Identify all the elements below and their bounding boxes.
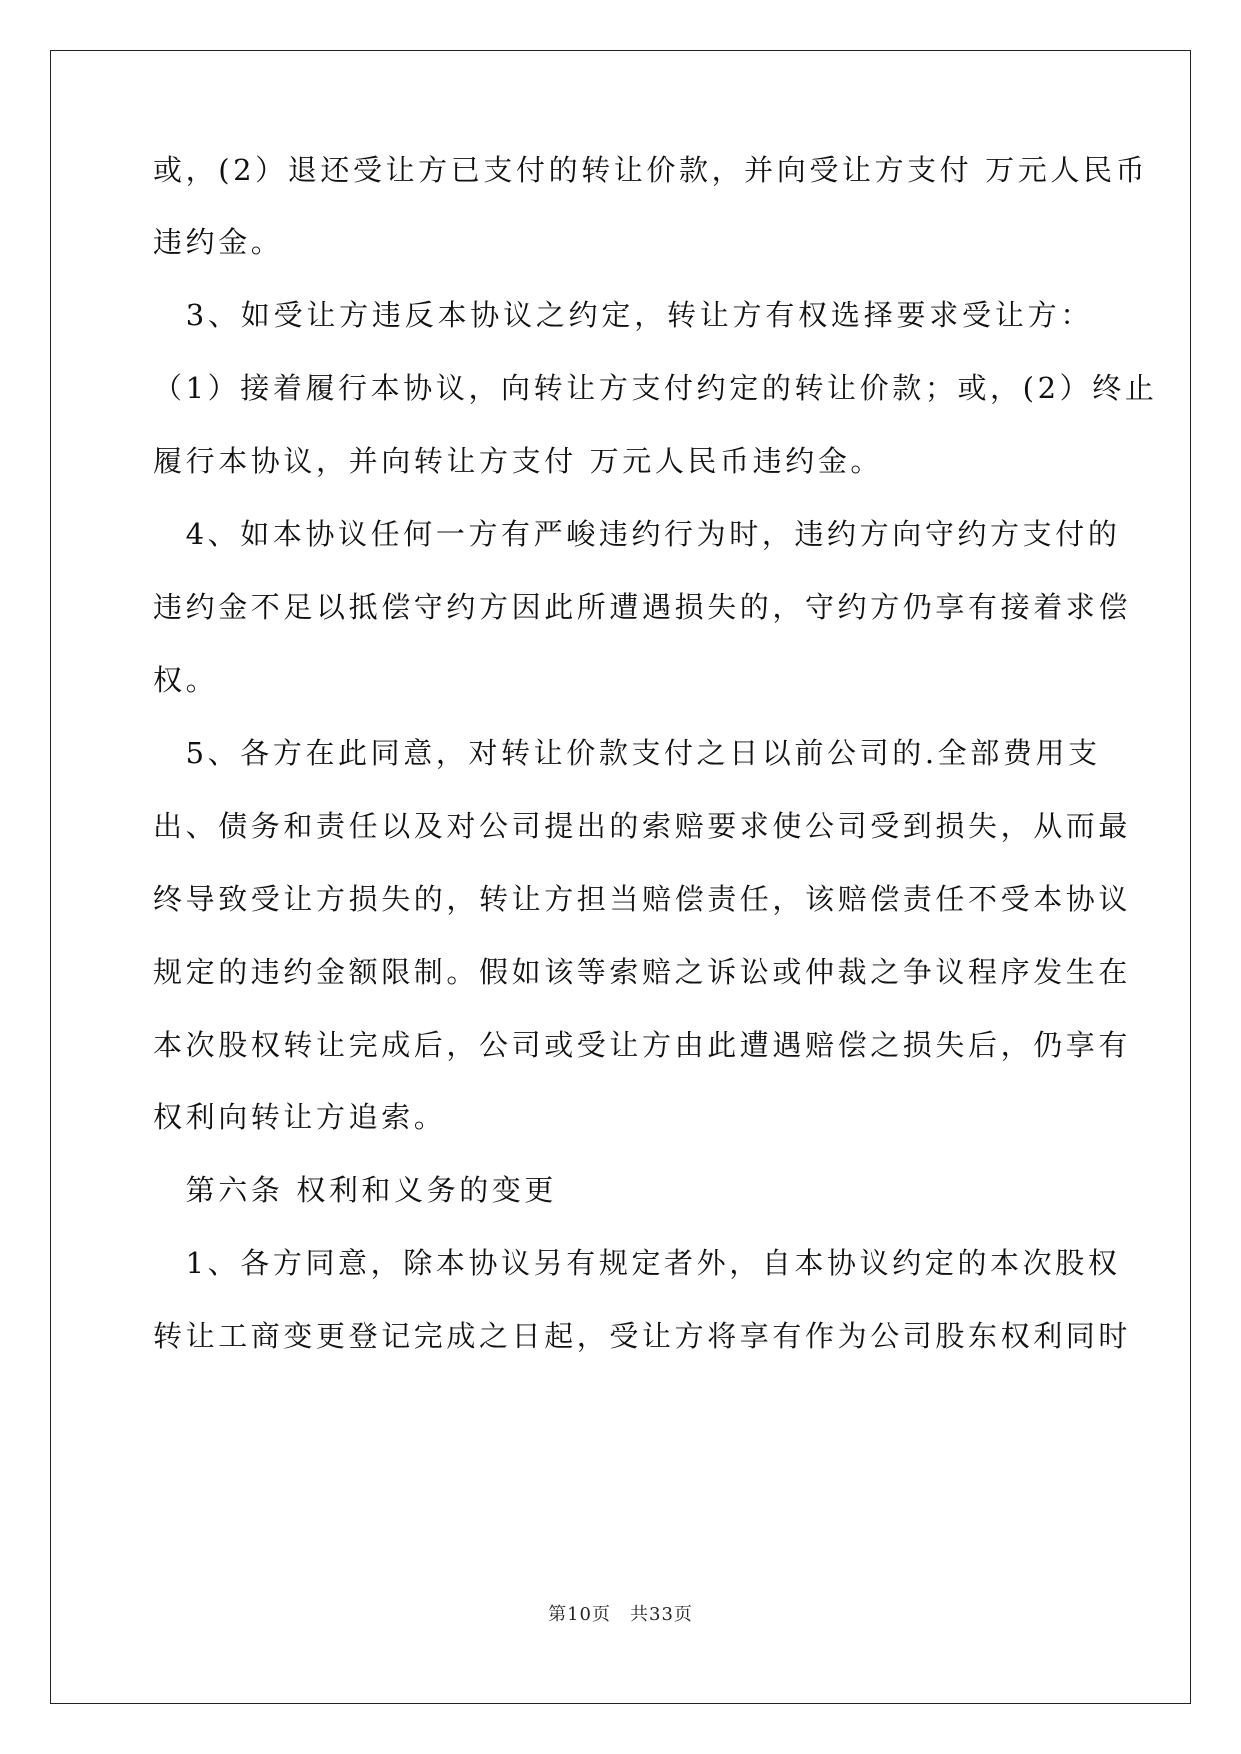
page-number-footer: 第10页 共33页 (548, 1604, 693, 1625)
text-line: 违约金不足以抵偿守约方因此所遭遇损失的，守约方仍享有接着求偿 (153, 590, 1132, 624)
text-line: （1）接着履行本协议，向转让方支付约定的转让价款；或，(2）终止 (153, 371, 1158, 405)
text-line: 权。 (153, 663, 219, 697)
text-line: 3、如受让方违反本协议之约定，转让方有权选择要求受让方： (153, 298, 1093, 332)
section-heading: 第六条 权利和义务的变更 (153, 1173, 558, 1207)
text-line: 规定的违约金额限制。假如该等索赔之诉讼或仲裁之争议程序发生在 (153, 955, 1132, 989)
text-line: 5、各方在此同意，对转让价款支付之日以前公司的.全部费用支 (153, 736, 1101, 770)
text-line: 违约金。 (153, 225, 284, 259)
text-line: 1、各方同意，除本协议另有规定者外，自本协议约定的本次股权 (153, 1246, 1121, 1280)
text-line: 或，(2）退还受让方已支付的转让价款，并向受让方支付 万元人民币 (153, 153, 1149, 187)
text-line: 终导致受让方损失的，转让方担当赔偿责任，该赔偿责任不受本协议 (153, 882, 1132, 916)
text-line: 出、债务和责任以及对公司提出的索赔要求使公司受到损失，从而最 (153, 809, 1132, 843)
text-line: 转让工商变更登记完成之日起，受让方将享有作为公司股东权利同时 (153, 1319, 1132, 1353)
text-line: 4、如本协议任何一方有严峻违约行为时，违约方向守约方支付的 (153, 517, 1121, 551)
text-line: 本次股权转让完成后，公司或受让方由此遭遇赔偿之损失后，仍享有 (153, 1028, 1132, 1062)
text-line: 权利向转让方追索。 (153, 1100, 447, 1134)
text-line: 履行本协议，并向转让方支付 万元人民币违约金。 (153, 444, 884, 478)
